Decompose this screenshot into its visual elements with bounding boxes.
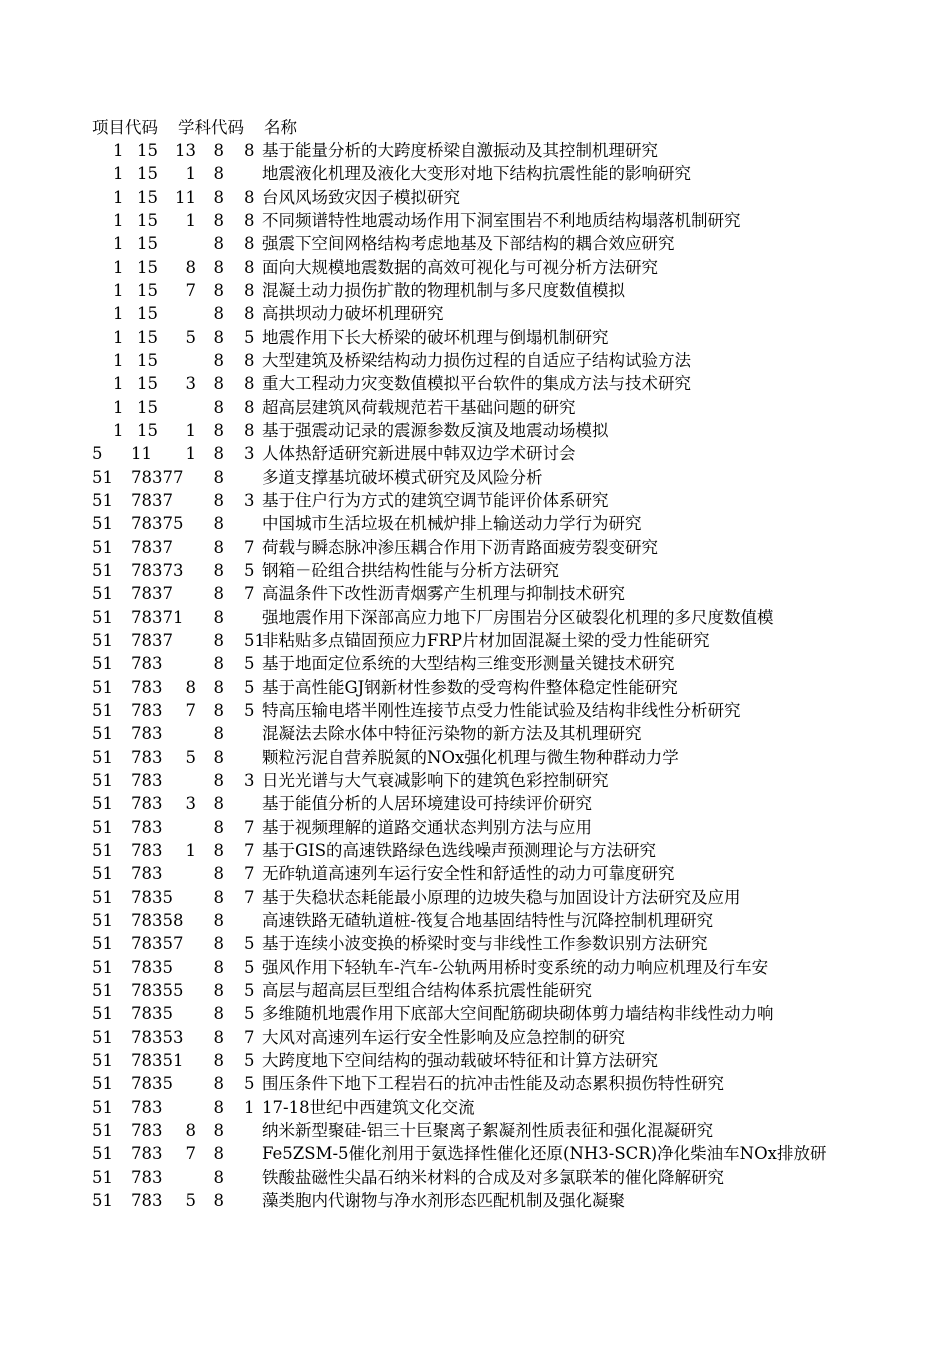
project-name-cell: 基于能量分析的大跨度桥梁自激振动及其控制机理研究: [262, 141, 658, 160]
code-cell: 8: [213, 584, 224, 604]
project-name-cell: 重大工程动力灾变数值模拟平台软件的集成方法与技术研究: [262, 374, 691, 394]
sub-code-cell: 1: [185, 211, 196, 230]
project-code-cell: 1: [113, 141, 124, 160]
table-row: [0, 792, 950, 815]
project-code-cell: 51: [92, 887, 113, 907]
header-name: 名称: [264, 118, 297, 137]
level-cell: 8: [244, 281, 255, 300]
level-cell: 5: [244, 327, 255, 347]
project-code-cell: 1: [113, 211, 124, 230]
table-row: [0, 162, 950, 185]
level-cell: 8: [244, 257, 255, 277]
table-row: [0, 442, 950, 465]
project-code-cell: 51: [92, 934, 113, 954]
table-row: [0, 1026, 950, 1049]
table-row: [0, 419, 950, 442]
subject-code-cell: 78355: [131, 980, 184, 1000]
table-row: [0, 769, 950, 792]
project-name-cell: 混凝土动力损伤扩散的物理机制与多尺度数值模拟: [262, 281, 625, 300]
sub-code-cell: 7: [185, 281, 196, 300]
project-code-cell: 51: [92, 560, 113, 580]
table-row: [0, 209, 950, 232]
project-name-cell: 铁酸盐磁性尖晶石纳米材料的合成及对多氯联苯的催化降解研究: [262, 1167, 724, 1187]
sub-code-cell: 8: [185, 257, 196, 277]
level-cell: 7: [244, 864, 255, 884]
subject-code-cell: 783: [131, 840, 163, 860]
table-row: [0, 722, 950, 745]
subject-code-cell: 15: [137, 234, 158, 254]
project-code-cell: 51: [92, 840, 113, 860]
table-row: [0, 302, 950, 325]
code-cell: 8: [213, 141, 224, 160]
project-code-cell: 1: [113, 187, 124, 207]
project-name-cell: 纳米新型聚硅-铝三十巨聚离子絮凝剂性质表征和强化混凝研究: [262, 1120, 714, 1140]
code-cell: 8: [213, 887, 224, 907]
table-row: [0, 1119, 950, 1142]
project-code-cell: 1: [113, 397, 124, 417]
subject-code-cell: 15: [137, 281, 158, 300]
project-code-cell: 1: [113, 327, 124, 347]
project-code-cell: 51: [92, 864, 113, 884]
project-code-cell: 51: [92, 1097, 113, 1117]
project-name-cell: 大型建筑及桥梁结构动力损伤过程的自适应子结构试验方法: [262, 351, 691, 370]
subject-code-cell: 783: [131, 654, 163, 674]
subject-code-cell: 15: [137, 351, 158, 370]
project-code-cell: 51: [92, 654, 113, 674]
project-code-cell: 51: [92, 537, 113, 557]
subject-code-cell: 15: [137, 211, 158, 230]
level-cell: 5: [244, 934, 255, 954]
project-code-cell: 1: [113, 234, 124, 254]
code-cell: 8: [213, 677, 224, 697]
level-cell: 5: [244, 1004, 255, 1024]
level-cell: 8: [244, 187, 255, 207]
project-name-cell: 基于强震动记录的震源参数反演及地震动场模拟: [262, 421, 609, 440]
subject-code-cell: 783: [131, 817, 163, 837]
project-code-cell: 51: [92, 1190, 113, 1210]
project-name-cell: 17-18世纪中西建筑文化交流: [262, 1097, 475, 1117]
project-code-cell: 1: [113, 164, 124, 184]
project-code-cell: 1: [113, 257, 124, 277]
project-name-cell: 中国城市生活垃圾在机械炉排上输送动力学行为研究: [262, 514, 642, 534]
subject-code-cell: 783: [131, 1167, 163, 1187]
project-name-cell: 超高层建筑风荷载规范若干基础问题的研究: [262, 397, 576, 417]
project-name-cell: 基于GIS的高速铁路绿色选线噪声预测理论与方法研究: [262, 840, 657, 860]
project-code-cell: 51: [92, 607, 113, 627]
project-name-cell: 强震下空间网格结构考虑地基及下部结构的耦合效应研究: [262, 234, 675, 254]
subject-code-cell: 78373: [131, 560, 184, 580]
table-row: [0, 606, 950, 629]
project-name-cell: 强风作用下轻轨车-汽车-公轨两用桥时变系统的动力响应机理及行车安: [262, 957, 769, 977]
project-code-cell: 51: [92, 514, 113, 534]
code-cell: 8: [213, 817, 224, 837]
project-name-cell: 人体热舒适研究新进展中韩双边学术研讨会: [262, 444, 576, 464]
project-name-cell: 荷载与瞬态脉冲渗压耦合作用下沥青路面疲劳裂变研究: [262, 537, 658, 557]
project-name-cell: 钢箱－砼组合拱结构性能与分析方法研究: [262, 560, 559, 580]
subject-code-cell: 15: [137, 374, 158, 394]
project-code-cell: 51: [92, 980, 113, 1000]
table-row: [0, 349, 950, 372]
subject-code-cell: 7837: [131, 630, 173, 650]
project-name-cell: 基于视频理解的道路交通状态判别方法与应用: [262, 817, 592, 837]
table-row: [0, 512, 950, 535]
project-code-cell: 5: [92, 444, 103, 464]
project-name-cell: 基于失稳状态耗能最小原理的边坡失稳与加固设计方法研究及应用: [262, 887, 741, 907]
header-row: [0, 116, 950, 139]
code-cell: 8: [213, 1027, 224, 1047]
project-code-cell: 1: [113, 304, 124, 324]
table-row: [0, 862, 950, 885]
level-cell: 3: [244, 770, 255, 790]
header-subject-code: 学科代码: [178, 118, 244, 137]
table-row: [0, 629, 950, 652]
subject-code-cell: 15: [137, 187, 158, 207]
subject-code-cell: 78371: [131, 607, 184, 627]
table-row: [0, 932, 950, 955]
code-cell: 8: [213, 1074, 224, 1094]
subject-code-cell: 7835: [131, 1074, 173, 1094]
project-name-cell: 基于高性能GJ钢新材性参数的受弯构件整体稳定性能研究: [262, 677, 678, 697]
code-cell: 8: [213, 794, 224, 814]
table-row: [0, 536, 950, 559]
project-code-cell: 51: [92, 957, 113, 977]
project-name-cell: 非粘贴多点锚固预应力FRP片材加固混凝土梁的受力性能研究: [262, 630, 710, 650]
project-name-cell: 大风对高速列车运行安全性影响及应急控制的研究: [262, 1027, 625, 1047]
table-row: [0, 886, 950, 909]
sub-code-cell: 11: [175, 187, 196, 207]
sub-code-cell: 5: [185, 327, 196, 347]
subject-code-cell: 7835: [131, 957, 173, 977]
level-cell: 5: [244, 1050, 255, 1070]
table-row: [0, 909, 950, 932]
subject-code-cell: 78377: [131, 467, 184, 487]
code-cell: 8: [213, 724, 224, 744]
subject-code-cell: 78357: [131, 934, 184, 954]
table-row: [0, 489, 950, 512]
level-cell: 8: [244, 304, 255, 324]
subject-code-cell: 7835: [131, 887, 173, 907]
table-row: [0, 1189, 950, 1212]
code-cell: 8: [213, 747, 224, 767]
table-row: [0, 652, 950, 675]
table-row: [0, 256, 950, 279]
sub-code-cell: 5: [185, 1190, 196, 1210]
table-row: [0, 1166, 950, 1189]
project-name-cell: 地震作用下长大桥梁的破坏机理与倒塌机制研究: [262, 327, 609, 347]
level-cell: 7: [244, 817, 255, 837]
project-code-cell: 51: [92, 724, 113, 744]
subject-code-cell: 7837: [131, 584, 173, 604]
sub-code-cell: 7: [185, 700, 196, 720]
subject-code-cell: 783: [131, 1144, 163, 1164]
subject-code-cell: 78358: [131, 910, 184, 930]
code-cell: 8: [213, 560, 224, 580]
subject-code-cell: 78353: [131, 1027, 184, 1047]
project-code-cell: 51: [92, 1027, 113, 1047]
level-cell: 5: [244, 957, 255, 977]
sub-code-cell: 1: [185, 164, 196, 184]
code-cell: 8: [213, 934, 224, 954]
project-code-cell: 51: [92, 794, 113, 814]
table-row: [0, 1096, 950, 1119]
code-cell: 8: [213, 281, 224, 300]
subject-code-cell: 7837: [131, 490, 173, 510]
code-cell: 8: [213, 234, 224, 254]
project-code-cell: 1: [113, 281, 124, 300]
code-cell: 8: [213, 1050, 224, 1070]
table-row: [0, 676, 950, 699]
subject-code-cell: 783: [131, 864, 163, 884]
code-cell: 8: [213, 1144, 224, 1164]
table-row: [0, 979, 950, 1002]
project-name-cell: 面向大规模地震数据的高效可视化与可视分析方法研究: [262, 257, 658, 277]
project-name-cell: 围压条件下地下工程岩石的抗冲击性能及动态累积损伤特性研究: [262, 1074, 724, 1094]
level-cell: 7: [244, 537, 255, 557]
project-code-cell: 1: [113, 421, 124, 440]
project-code-cell: 51: [92, 817, 113, 837]
project-name-cell: 日光光谱与大气衰减影响下的建筑色彩控制研究: [262, 770, 609, 790]
project-code-cell: 1: [113, 351, 124, 370]
table-row: [0, 1142, 950, 1165]
code-cell: 8: [213, 164, 224, 184]
code-cell: 8: [213, 607, 224, 627]
level-cell: 7: [244, 840, 255, 860]
sub-code-cell: 3: [185, 794, 196, 814]
sub-code-cell: 8: [185, 677, 196, 697]
subject-code-cell: 783: [131, 747, 163, 767]
level-cell: 3: [244, 490, 255, 510]
code-cell: 8: [213, 467, 224, 487]
table-row: [0, 186, 950, 209]
code-cell: 8: [213, 351, 224, 370]
project-name-cell: 基于地面定位系统的大型结构三维变形测量关键技术研究: [262, 654, 675, 674]
subject-code-cell: 15: [137, 141, 158, 160]
level-cell: 8: [244, 211, 255, 230]
code-cell: 8: [213, 397, 224, 417]
code-cell: 8: [213, 304, 224, 324]
project-code-cell: 51: [92, 1120, 113, 1140]
code-cell: 8: [213, 1004, 224, 1024]
table-row: [0, 956, 950, 979]
table-row: [0, 1049, 950, 1072]
table-row: [0, 816, 950, 839]
sub-code-cell: 5: [185, 747, 196, 767]
project-code-cell: 51: [92, 1004, 113, 1024]
subject-code-cell: 15: [137, 257, 158, 277]
code-cell: 8: [213, 957, 224, 977]
level-cell: 5: [244, 980, 255, 1000]
level-cell: 7: [244, 887, 255, 907]
subject-code-cell: 78351: [131, 1050, 184, 1070]
project-name-cell: 高速铁路无碴轨道桩-筏复合地基固结特性与沉降控制机理研究: [262, 910, 714, 930]
subject-code-cell: 15: [137, 421, 158, 440]
level-cell: 8: [244, 141, 255, 160]
table-row: [0, 1072, 950, 1095]
level-cell: 8: [244, 397, 255, 417]
code-cell: 8: [213, 980, 224, 1000]
project-code-cell: 51: [92, 1074, 113, 1094]
subject-code-cell: 15: [137, 397, 158, 417]
code-cell: 8: [213, 654, 224, 674]
code-cell: 8: [213, 187, 224, 207]
sub-code-cell: 1: [185, 840, 196, 860]
code-cell: 8: [213, 490, 224, 510]
table-row: [0, 279, 950, 302]
code-cell: 8: [213, 864, 224, 884]
project-name-cell: Fe5ZSM-5催化剂用于氨选择性催化还原(NH3-SCR)净化柴油车NOx排放研: [262, 1144, 827, 1164]
code-cell: 8: [213, 1120, 224, 1140]
project-name-cell: 高温条件下改性沥青烟雾产生机理与抑制技术研究: [262, 584, 625, 604]
code-cell: 8: [213, 840, 224, 860]
code-cell: 8: [213, 700, 224, 720]
level-cell: 5: [244, 677, 255, 697]
table-row: [0, 372, 950, 395]
subject-code-cell: 783: [131, 1120, 163, 1140]
project-code-cell: 51: [92, 584, 113, 604]
level-cell: 7: [244, 1027, 255, 1047]
level-cell: 5: [244, 1074, 255, 1094]
project-name-cell: 颗粒污泥自营养脱氮的NOx强化机理与微生物种群动力学: [262, 747, 679, 767]
sub-code-cell: 1: [185, 444, 196, 464]
table-row: [0, 466, 950, 489]
code-cell: 8: [213, 770, 224, 790]
project-code-cell: 1: [113, 374, 124, 394]
sub-code-cell: 3: [185, 374, 196, 394]
project-code-cell: 51: [92, 1050, 113, 1070]
level-cell: 5: [244, 654, 255, 674]
level-cell: 8: [244, 351, 255, 370]
code-cell: 8: [213, 1097, 224, 1117]
project-name-cell: 基于能值分析的人居环境建设可持续评价研究: [262, 794, 592, 814]
level-cell: 51: [244, 630, 265, 650]
sub-code-cell: 1: [185, 421, 196, 440]
project-name-cell: 地震液化机理及液化大变形对地下结构抗震性能的影响研究: [262, 164, 691, 184]
level-cell: 8: [244, 234, 255, 254]
subject-code-cell: 11: [131, 444, 152, 464]
table-row: [0, 396, 950, 419]
code-cell: 8: [213, 630, 224, 650]
code-cell: 8: [213, 1190, 224, 1210]
subject-code-cell: 15: [137, 164, 158, 184]
code-cell: 8: [213, 1167, 224, 1187]
table-row: [0, 232, 950, 255]
table-row: [0, 582, 950, 605]
code-cell: 8: [213, 537, 224, 557]
subject-code-cell: 783: [131, 1190, 163, 1210]
project-code-cell: 51: [92, 467, 113, 487]
project-code-cell: 51: [92, 630, 113, 650]
code-cell: 8: [213, 421, 224, 440]
subject-code-cell: 7837: [131, 537, 173, 557]
project-name-cell: 混凝法去除水体中特征污染物的新方法及其机理研究: [262, 724, 642, 744]
project-name-cell: 无砟轨道高速列车运行安全性和舒适性的动力可靠度研究: [262, 864, 675, 884]
subject-code-cell: 783: [131, 677, 163, 697]
project-name-cell: 基于住户行为方式的建筑空调节能评价体系研究: [262, 490, 609, 510]
sub-code-cell: 7: [185, 1144, 196, 1164]
subject-code-cell: 783: [131, 700, 163, 720]
project-code-cell: 51: [92, 700, 113, 720]
code-cell: 8: [213, 257, 224, 277]
project-code-cell: 51: [92, 1144, 113, 1164]
subject-code-cell: 783: [131, 1097, 163, 1117]
header-project-code: 项目代码: [92, 118, 158, 137]
code-cell: 8: [213, 327, 224, 347]
level-cell: 3: [244, 444, 255, 464]
project-name-cell: 特高压输电塔半刚性连接节点受力性能试验及结构非线性分析研究: [262, 700, 741, 720]
subject-code-cell: 7835: [131, 1004, 173, 1024]
code-cell: 8: [213, 910, 224, 930]
project-code-cell: 51: [92, 1167, 113, 1187]
project-name-cell: 强地震作用下深部高应力地下厂房围岩分区破裂化机理的多尺度数值模: [262, 607, 774, 627]
level-cell: 8: [244, 374, 255, 394]
sub-code-cell: 8: [185, 1120, 196, 1140]
table-row: [0, 699, 950, 722]
table-row: [0, 1002, 950, 1025]
table-row: [0, 326, 950, 349]
project-code-cell: 51: [92, 910, 113, 930]
project-code-cell: 51: [92, 770, 113, 790]
level-cell: 8: [244, 421, 255, 440]
sub-code-cell: 13: [175, 141, 196, 160]
level-cell: 5: [244, 560, 255, 580]
subject-code-cell: 78375: [131, 514, 184, 534]
code-cell: 8: [213, 514, 224, 534]
subject-code-cell: 783: [131, 724, 163, 744]
table-row: [0, 559, 950, 582]
project-name-cell: 高层与超高层巨型组合结构体系抗震性能研究: [262, 980, 592, 1000]
project-name-cell: 多维随机地震作用下底部大空间配筋砌块砌体剪力墙结构非线性动力响: [262, 1004, 774, 1024]
project-name-cell: 多道支撑基坑破坏模式研究及风险分析: [262, 467, 543, 487]
project-name-cell: 不同频谱特性地震动场作用下洞室围岩不利地质结构塌落机制研究: [262, 211, 741, 230]
project-name-cell: 藻类胞内代谢物与净水剂形态匹配机制及强化凝聚: [262, 1190, 625, 1210]
level-cell: 5: [244, 700, 255, 720]
level-cell: 1: [244, 1097, 255, 1117]
table-row: [0, 139, 950, 162]
project-code-cell: 51: [92, 747, 113, 767]
code-cell: 8: [213, 374, 224, 394]
project-name-cell: 基于连续小波变换的桥梁时变与非线性工作参数识别方法研究: [262, 934, 708, 954]
project-name-cell: 高拱坝动力破坏机理研究: [262, 304, 444, 324]
subject-code-cell: 15: [137, 304, 158, 324]
level-cell: 7: [244, 584, 255, 604]
code-cell: 8: [213, 444, 224, 464]
subject-code-cell: 783: [131, 794, 163, 814]
subject-code-cell: 783: [131, 770, 163, 790]
table-row: [0, 839, 950, 862]
project-name-cell: 台风风场致灾因子模拟研究: [262, 187, 460, 207]
code-cell: 8: [213, 211, 224, 230]
table-row: [0, 746, 950, 769]
project-code-cell: 51: [92, 490, 113, 510]
project-code-cell: 51: [92, 677, 113, 697]
subject-code-cell: 15: [137, 327, 158, 347]
project-name-cell: 大跨度地下空间结构的强动载破坏特征和计算方法研究: [262, 1050, 658, 1070]
